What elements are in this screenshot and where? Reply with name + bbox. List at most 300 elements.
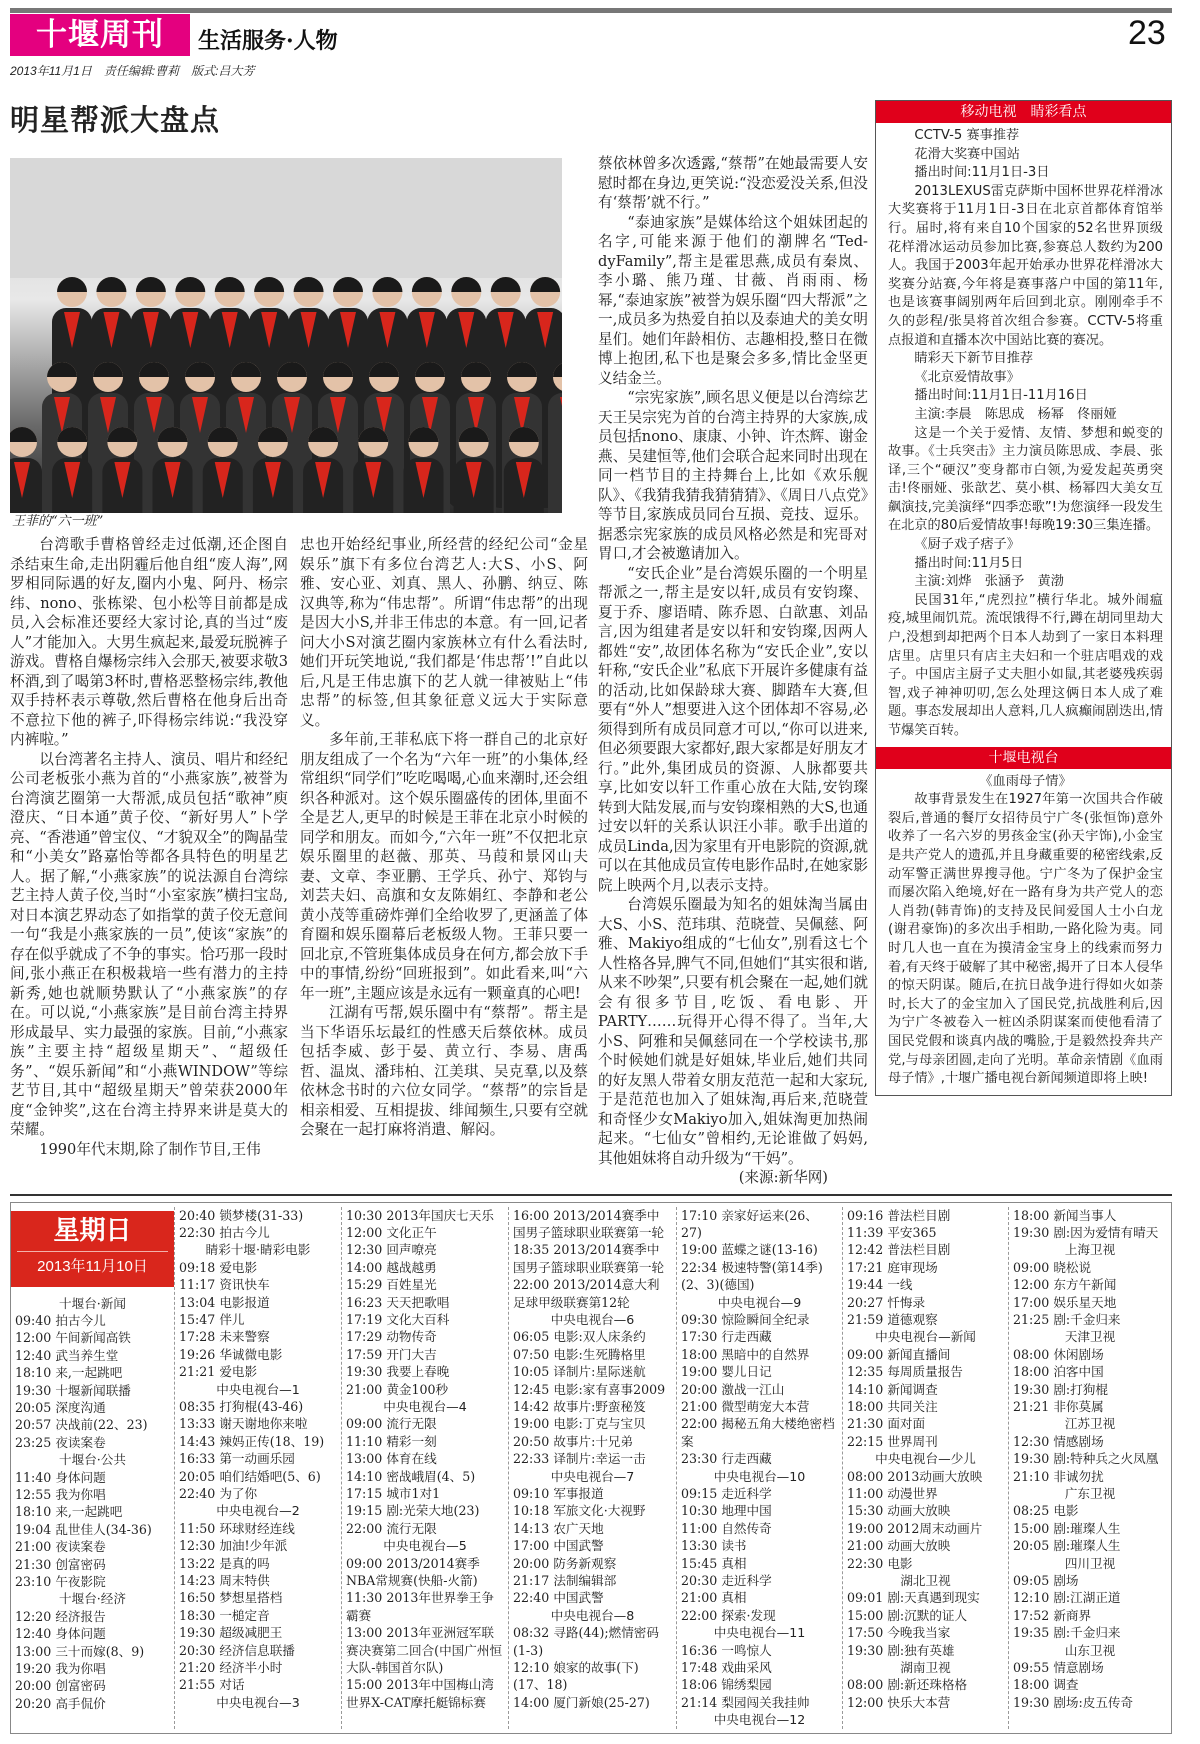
- program-item: [1013, 1294, 1167, 1311]
- program-item: [15, 1643, 170, 1660]
- program-item: [1013, 1207, 1167, 1224]
- main-content: [10, 96, 1172, 1188]
- program-item: [513, 1328, 672, 1345]
- program-title: 天天把歌唱: [386, 1294, 450, 1310]
- sidebar-paragraph: 2013LEXUS雷克萨斯中国杯世界花样滑冰大奖赛将于11月1日-3日在北京首都体育馆举行。届时,将有来自10个国家的52名世界顶级花样滑冰运动员参加比赛,参赛总人数约为200人。我国于2003年起开始承办世界花样滑冰大奖赛分站赛,今年将是赛事落户中国的第11年,也是该赛事阔别两年后回到北京。刚刚牵手不久的彭程/张昊将首次组合参赛。CCTV-5将重点报道和直播本次中国站比赛的赛况。: [888, 183, 1163, 348]
- program-item: [15, 1521, 170, 1538]
- program-title: 剧:天真遇到现实: [887, 1590, 980, 1606]
- person-hair: [254, 277, 284, 292]
- program-time: 13:00: [15, 1643, 52, 1659]
- program-time: 16:36: [681, 1642, 718, 1658]
- program-title: 2013年中国梅山湾世界X-CAT摩托艇锦标赛: [346, 1677, 494, 1710]
- program-title: 晓松说: [1053, 1259, 1092, 1275]
- program-title: 流行无限: [386, 1416, 437, 1432]
- photo-caption: 王菲的“六一班”: [12, 514, 104, 529]
- program-title: 动物传奇: [386, 1329, 437, 1345]
- program-title: 戏曲采风: [721, 1660, 772, 1676]
- program-item: [847, 1485, 1004, 1502]
- program-time: 21:25: [1013, 1311, 1050, 1327]
- program-item: [681, 1694, 838, 1711]
- program-title: 夜读案卷: [55, 1539, 106, 1555]
- program-item: [346, 1676, 504, 1711]
- program-item: [1013, 1502, 1167, 1519]
- program-time: 20:40: [179, 1207, 216, 1223]
- program-time: 20:57: [15, 1417, 52, 1433]
- program-time: 21:30: [847, 1416, 884, 1432]
- program-time: 13:33: [179, 1416, 216, 1432]
- program-time: 14:00: [513, 1694, 550, 1710]
- sidebar-paragraph: 民国31年,“虎烈拉”横行华北。城外闹瘟疫,城里闹饥荒。流氓饿得不行,蹲在胡同里劫大户,没想到却把两个日本人劫到了一家日本料理店里。店里只有店主夫妇和一个驻店唱戏的戏子。中国店主厨子丈夫胆小如鼠,其老婆残疾弱智,戏子神神叨叨,怎么处理这俩日本人成了难题。事态发展却出人意料,几人疯癫闹剧迭出,情节爆笑百转。: [888, 592, 1163, 738]
- program-title: 新闻当事人: [1053, 1207, 1117, 1223]
- tv-listing-list: [11, 1295, 174, 1713]
- sidebar-line: 《血雨母子情》: [979, 773, 1072, 789]
- program-title: 行走西藏: [721, 1451, 772, 1467]
- program-time: 14:13: [513, 1520, 550, 1536]
- program-title: 回声嘹亮: [386, 1242, 437, 1258]
- program-item: [179, 1259, 337, 1276]
- program-title: 黄金100秒: [386, 1381, 449, 1397]
- program-title: 剧:新还珠格格: [887, 1677, 968, 1693]
- program-title: 军事报道: [553, 1486, 604, 1501]
- program-time: 11:39: [847, 1224, 884, 1240]
- group-photo-illustration: [10, 158, 562, 513]
- channel-header: 江苏卫视: [1064, 1416, 1116, 1432]
- program-time: 22:00: [681, 1416, 718, 1432]
- person-hair: [530, 277, 560, 292]
- program-item: [847, 1676, 1004, 1693]
- channel-header: 十堰台·新闻: [59, 1295, 126, 1311]
- program-time: 12:40: [15, 1347, 52, 1363]
- program-time: 12:30: [179, 1538, 216, 1554]
- program-item: [179, 1520, 337, 1537]
- program-title: 故事片:野蛮秘笈: [553, 1398, 646, 1414]
- program-time: 19:15: [346, 1503, 383, 1519]
- program-item: [681, 1346, 838, 1363]
- program-title: 译制片:星际迷航: [553, 1364, 646, 1380]
- program-time: 23:30: [681, 1451, 718, 1467]
- program-title: 是真的吗: [219, 1555, 270, 1571]
- channel-header: 中央电视台—6: [550, 1311, 635, 1327]
- program-title: 流行无限: [386, 1520, 437, 1536]
- program-title: 每周质量报告: [887, 1364, 963, 1380]
- program-item: [15, 1312, 170, 1329]
- program-time: 19:30: [847, 1642, 884, 1658]
- program-time: 15:30: [847, 1503, 884, 1519]
- article-paragraph: 忠也开始经纪事业,所经营的经纪公司“金星娱乐”旗下有多位台湾艺人:大S、小S、阿雅、安心亚、刘真、黑人、孙鹏、纳豆、陈汉典等,称为“伟忠帮”。所谓“伟忠帮”的出现是因大小S,并非王伟忠的本意。有一回,记者问大小S对演艺圈内家族林立有什么看法时,她们开玩笑地说,“我们都是‘伟忠帮’!”自此以后,凡是王伟忠旗下的艺人就一律被贴上“伟忠帮”的标签,但其象征意义远大于实际意义。: [300, 536, 588, 729]
- program-title: 谢天谢地你来啦: [219, 1416, 308, 1432]
- program-item: [681, 1450, 838, 1467]
- program-time: 15:00: [847, 1607, 884, 1623]
- program-time: 13:22: [179, 1555, 216, 1571]
- article-column-2: [300, 535, 588, 1140]
- program-title: 剧:光荣大地(23): [386, 1503, 480, 1519]
- program-time: 12:00: [346, 1224, 383, 1240]
- program-title: 梨园闯关我挂帅: [721, 1694, 810, 1710]
- program-title: 普法栏目剧: [887, 1242, 951, 1258]
- program-title: 电影:双人床条约: [553, 1329, 646, 1345]
- article-paragraph: “泰迪家族”是媒体给这个姐妹团起的名字,可能来源于他们的潮牌名“Ted-dyFamily”,帮主是霍思燕,成员有秦岚、李小璐、熊乃瑾、甘薇、肖雨雨、杨幂,“泰迪家族”被誉为娱乐圈“四大帮派”之一,成员多为热爱自拍以及泰迪犬的美女明星们。她们年龄相仿、志趣相投,整日在微博上抱团,私下也是聚会多多,情比金坚更义结金兰。: [598, 213, 868, 387]
- program-time: 19:00: [681, 1242, 718, 1258]
- program-time: 20:00: [513, 1555, 550, 1571]
- program-item: [179, 1276, 337, 1293]
- program-item: [346, 1311, 504, 1328]
- program-time: 12:10: [1013, 1590, 1050, 1606]
- program-item: [513, 1537, 672, 1554]
- program-time: 09:00: [1013, 1259, 1050, 1275]
- program-item: [346, 1555, 504, 1590]
- program-item: [179, 1207, 337, 1224]
- program-title: 普法栏目剧: [887, 1207, 951, 1223]
- program-item: [179, 1607, 337, 1624]
- program-item: [1013, 1468, 1167, 1485]
- program-title: 剧场: [1053, 1573, 1079, 1589]
- program-time: 12:45: [513, 1381, 550, 1397]
- program-title: 探索·发现: [721, 1607, 776, 1623]
- person-hair: [96, 277, 126, 292]
- program-time: 16:33: [179, 1451, 216, 1467]
- program-item: [681, 1381, 838, 1398]
- program-item: [513, 1415, 672, 1432]
- sidebar-line: 播出时间:11月5日: [914, 555, 1024, 571]
- person-hair: [215, 277, 245, 292]
- program-title: 防务新观察: [553, 1555, 617, 1571]
- program-time: 19:04: [15, 1521, 52, 1537]
- program-title: 一线: [887, 1277, 913, 1293]
- program-time: 20:05: [15, 1399, 52, 1415]
- tv-listing-column: [341, 1207, 508, 1729]
- channel-header: 中央电视台—2: [216, 1503, 300, 1519]
- program-item: [179, 1468, 337, 1485]
- program-item: [179, 1398, 337, 1415]
- channel-header: 山东卫视: [1064, 1642, 1116, 1658]
- program-title: 辣妈正传(18、19): [219, 1433, 325, 1449]
- program-title: 动画大放映: [887, 1503, 951, 1519]
- program-item: [346, 1433, 504, 1450]
- program-title: 惊险瞬间全纪录: [721, 1311, 810, 1327]
- program-time: 09:15: [681, 1486, 718, 1501]
- program-time: 19:30: [346, 1364, 383, 1380]
- program-title: 译制片:幸运一击: [553, 1451, 646, 1467]
- program-item: [681, 1589, 838, 1606]
- program-time: 09:00: [346, 1555, 383, 1571]
- program-title: 超级减肥王: [219, 1625, 283, 1641]
- program-time: 13:30: [681, 1538, 718, 1554]
- article-paragraph: 1990年代末期,除了制作节目,王伟: [39, 1140, 261, 1158]
- sidebar-line: 《厨子戏子痞子》: [914, 537, 1020, 553]
- program-title: 电影:生死腾格里: [553, 1346, 646, 1362]
- program-item: [1013, 1624, 1167, 1641]
- program-item: [847, 1381, 1004, 1398]
- program-title: 2013年世界拳王争霸赛: [346, 1590, 494, 1623]
- person-hair: [175, 277, 205, 292]
- tv-listing-column: [508, 1207, 676, 1729]
- program-item: [179, 1294, 337, 1311]
- program-title: 夜读案卷: [55, 1434, 106, 1450]
- program-time: 17:48: [681, 1660, 718, 1676]
- article-body: [10, 155, 868, 1188]
- program-item: [15, 1573, 170, 1590]
- program-time: 19:30: [179, 1625, 216, 1641]
- program-time: 09:00: [847, 1346, 884, 1362]
- program-item: [681, 1537, 838, 1554]
- program-time: 12:42: [847, 1242, 884, 1258]
- program-time: 22:34: [681, 1259, 718, 1275]
- program-time: 18:00: [847, 1398, 884, 1414]
- program-title: 创富密码: [55, 1678, 106, 1694]
- program-item: [513, 1450, 672, 1467]
- program-item: [15, 1486, 170, 1503]
- program-title: 动画大放映: [887, 1538, 951, 1554]
- program-time: 17:30: [681, 1329, 718, 1345]
- program-title: 动漫世界: [887, 1486, 938, 1501]
- program-title: 非你莫属: [1053, 1398, 1104, 1414]
- article-headline: 明星帮派大盘点: [10, 103, 221, 137]
- program-time: 18:00: [1013, 1364, 1050, 1380]
- program-time: 08:00: [847, 1468, 884, 1484]
- program-title: 华诚微电影: [219, 1346, 283, 1362]
- program-time: 19:30: [15, 1382, 52, 1398]
- program-item: [15, 1469, 170, 1486]
- program-time: 12:30: [346, 1242, 383, 1258]
- program-title: 剧:打狗棍: [1053, 1381, 1108, 1397]
- program-item: [847, 1398, 1004, 1415]
- program-time: 12:55: [15, 1486, 52, 1502]
- program-time: 09:16: [847, 1207, 884, 1223]
- program-item: [681, 1572, 838, 1589]
- program-item: [847, 1537, 1004, 1554]
- program-title: 法制编辑部: [553, 1573, 617, 1589]
- program-item: [847, 1311, 1004, 1328]
- program-item: [1013, 1520, 1167, 1537]
- program-title: 世界周刊: [887, 1433, 938, 1449]
- program-time: 21:55: [179, 1677, 216, 1693]
- program-item: [1013, 1694, 1167, 1711]
- program-item: [346, 1294, 504, 1311]
- program-time: 11:00: [847, 1486, 884, 1501]
- program-item: [513, 1555, 672, 1572]
- program-title: 三十而嫁(8、9): [55, 1643, 145, 1659]
- program-item: [681, 1415, 838, 1450]
- program-item: [15, 1382, 170, 1399]
- program-title: 面对面: [887, 1416, 926, 1432]
- program-time: 20:30: [179, 1642, 216, 1658]
- program-title: 电影: [887, 1555, 913, 1571]
- program-time: 22:00: [346, 1520, 383, 1536]
- program-time: 18:30: [179, 1607, 216, 1623]
- program-time: 20:05: [1013, 1538, 1050, 1554]
- section-divider: [10, 1194, 1172, 1196]
- program-time: 10:18: [513, 1503, 550, 1519]
- program-time: 10:05: [513, 1364, 550, 1380]
- program-item: [847, 1363, 1004, 1380]
- program-title: 经济报告: [55, 1608, 106, 1624]
- program-title: 休闲剧场: [1053, 1346, 1104, 1362]
- program-title: 十堰新闻联播: [55, 1382, 131, 1398]
- program-title: 加油!少年派: [219, 1538, 288, 1554]
- sidebar-line: CCTV-5 赛事推荐: [914, 128, 1020, 143]
- program-time: 09:30: [681, 1311, 718, 1327]
- article-left-part: [10, 158, 588, 1159]
- program-item: [847, 1607, 1004, 1624]
- program-time: 19:30: [1013, 1381, 1050, 1397]
- program-item: [179, 1659, 337, 1676]
- program-title: 新闻调查: [887, 1381, 938, 1397]
- program-time: 18:06: [681, 1677, 718, 1693]
- program-title: 黑暗中的自然界: [721, 1346, 810, 1362]
- program-time: 21:17: [513, 1573, 550, 1589]
- program-item: [179, 1415, 337, 1432]
- program-title: 中国武警: [553, 1590, 604, 1606]
- program-time: 21:20: [179, 1660, 216, 1676]
- program-time: 19:30: [1013, 1694, 1050, 1710]
- program-time: 12:00: [847, 1694, 884, 1710]
- program-item: [179, 1346, 337, 1363]
- program-item: [346, 1259, 504, 1276]
- program-time: 18:00: [681, 1346, 718, 1362]
- program-title: 咱们结婚吧(5、6): [219, 1468, 321, 1484]
- program-item: [847, 1259, 1004, 1276]
- program-time: 15:29: [346, 1277, 383, 1293]
- program-item: [15, 1677, 170, 1694]
- program-item: [1013, 1311, 1167, 1328]
- group-photo: [10, 158, 562, 513]
- sidebar-line: 《北京爱情故事》: [914, 369, 1020, 385]
- program-item: [513, 1363, 672, 1380]
- program-time: 19:00: [513, 1416, 550, 1432]
- program-title: 一鸣惊人: [721, 1642, 772, 1658]
- program-title: 调查: [1053, 1677, 1079, 1693]
- program-title: 武当养生堂: [55, 1347, 119, 1363]
- program-title: 2012周末动画片: [887, 1520, 983, 1536]
- program-time: 22:33: [513, 1451, 550, 1467]
- tv-listing-column: [676, 1207, 842, 1729]
- program-time: 18:10: [15, 1504, 52, 1520]
- program-item: [15, 1608, 170, 1625]
- sidebar-paragraph: 这是一个关于爱情、友情、梦想和蜕变的故事。《士兵突击》主力演员陈思成、李晨、张译,三个“硬汉”变身都市白领,为爱发起英勇突击!佟丽娅、张歆艺、莫小棋、杨幂四大美女互飙演技,完美演绎“四季恋歌”!为您演绎一段发生在北京的80后爱情故事!每晚19:30三集连播。: [888, 425, 1163, 534]
- program-item: [847, 1589, 1004, 1606]
- program-time: 17:00: [1013, 1294, 1050, 1310]
- program-item: [179, 1555, 337, 1572]
- program-title: 深度沟通: [55, 1399, 106, 1415]
- program-title: 揭秘五角大楼绝密档案: [681, 1416, 835, 1449]
- program-title: 越战越勇: [386, 1259, 437, 1275]
- program-item: [346, 1589, 504, 1624]
- program-item: [15, 1434, 170, 1451]
- program-time: 11:10: [346, 1433, 383, 1449]
- channel-header: 湖南卫视: [900, 1660, 951, 1676]
- program-title: 身体问题: [55, 1469, 106, 1485]
- program-time: 14:00: [346, 1259, 383, 1275]
- program-item: [847, 1346, 1004, 1363]
- program-time: 15:00: [1013, 1520, 1050, 1536]
- program-time: 09:05: [1013, 1573, 1050, 1589]
- program-time: 14:10: [346, 1468, 383, 1484]
- program-title: 中国武警: [553, 1538, 604, 1554]
- program-title: 情意剧场: [1053, 1660, 1104, 1676]
- program-time: 17:10: [681, 1207, 718, 1223]
- program-time: 19:35: [1013, 1625, 1050, 1641]
- program-title: 新商界: [1053, 1607, 1092, 1623]
- program-time: 20:30: [681, 1573, 718, 1589]
- program-time: 21:21: [1013, 1398, 1050, 1414]
- program-item: [1013, 1537, 1167, 1554]
- article-column-1: [10, 535, 288, 1159]
- program-item: [681, 1659, 838, 1676]
- program-item: [847, 1520, 1004, 1537]
- program-time: 12:00: [15, 1330, 52, 1346]
- program-title: 婴儿日记: [721, 1364, 772, 1380]
- article-paragraph: 多年前,王菲私底下将一群自己的北京好朋友组成了一个名为“六年一班”的小集体,经常组织“同学们”吃吃喝喝,心血来潮时,还会组织各种派对。这个娱乐圈盛传的团体,里面不全是艺人,更早的时候是王菲在北京小时候的同学和朋友。而如今,“六年一班”不仅把北京娱乐圈里的赵薇、那英、马葭和景冈山夫妻、文章、李亚鹏、王学兵、孙宁、郑钧与刘芸夫妇、高旗和女友陈娟红、李静和老公黄小茂等重磅炸弹们全给收罗了,更涵盖了体育圈和娱乐圈幕后老板级人物。王菲只要一回北京,不管班集体成员身在何方,都会放下手中的事情,纷纷“回班报到”。如此看来,叫“六年一班”,主题应该是永远有一颗童真的心吧!: [300, 731, 588, 1002]
- program-title: 伴儿: [219, 1311, 245, 1327]
- channel-header: 中央电视台—11: [713, 1625, 806, 1641]
- program-time: 20:27: [847, 1294, 884, 1310]
- program-time: 16:00: [513, 1207, 550, 1223]
- program-item: [346, 1415, 504, 1432]
- program-item: [847, 1502, 1004, 1519]
- program-item: [1013, 1433, 1167, 1450]
- program-time: 13:00: [346, 1625, 383, 1641]
- program-item: [346, 1241, 504, 1258]
- program-time: 19:00: [847, 1520, 884, 1536]
- program-title: 打狗棍(43-46): [219, 1398, 304, 1414]
- channel-header: 中央电视台—8: [550, 1607, 635, 1623]
- sidebar-line: 主演:刘烨 张涵予 黄渤: [914, 574, 1064, 590]
- channel-header: 广东卫视: [1064, 1486, 1116, 1501]
- program-time: 09:01: [847, 1590, 884, 1606]
- program-title: 锁梦楼(31-33): [219, 1207, 304, 1223]
- channel-header: 中央电视台—4: [383, 1398, 467, 1414]
- program-title: 文化大百科: [386, 1311, 450, 1327]
- program-title: 文化正午: [386, 1224, 437, 1240]
- program-time: 23:25: [15, 1434, 52, 1450]
- program-title: 高手侃价: [55, 1695, 106, 1711]
- program-item: [15, 1399, 170, 1416]
- program-item: [15, 1538, 170, 1555]
- program-time: 10:30: [681, 1503, 718, 1519]
- channel-header: 中央电视台—新闻: [875, 1329, 976, 1345]
- article-paragraph: 台湾娱乐圈最为知名的姐妹淘当属由大S、小S、范玮琪、范晓萱、吴佩慈、阿雅、Makiyo组成的“七仙女”,别看这七个人性格各异,脾气不同,但她们“其实很和谐,从来不吵架”,只要有机会聚在一起,她们就会有很多节目,吃饭、看电影、开PARTY……玩得开心得不得了。当年,大小S、阿雅和吴佩慈同在一个学校读书,那个时候她们就是好姐妹,毕业后,她们共同的好友黑人带着女朋友范范一起和大家玩,于是范范也加入了姐妹淘,再后来,范晓萱和奇怪少女Makiyo加入,姐妹淘更加热闹起来。“七仙女”曾相约,无论谁做了妈妈,其他姐妹将自动升级为“干妈”。: [598, 896, 868, 1167]
- article-paragraph: 蔡依林曾多次透露,“蔡帮”在她最需要人安慰时都在身边,更笑说:“没恋爱没关系,但没有‘蔡帮’就不行。”: [598, 155, 868, 211]
- program-time: 14:23: [179, 1573, 216, 1589]
- program-item: [513, 1502, 672, 1519]
- channel-header: 中央电视台—9: [717, 1294, 802, 1310]
- program-time: 13:00: [346, 1451, 383, 1467]
- article-paragraph: “宗宪家族”,顾名思义便是以台湾综艺天王吴宗宪为首的台湾主持界的大家族,成员包括nono、康康、小钟、许杰辉、谢金燕、吴建恒等,他们会联合起来同时出现在同一档节目的主持舞台上,比如《欢乐舰队》、《我猜我猜我猜猜猜》、《周日八点党》等节目,家族成员同台互损、竞技、逗乐。据悉宗宪家族的成员风格必然是和宪哥对胃口,才会被邀请加入。: [598, 389, 868, 562]
- program-item: [346, 1328, 504, 1345]
- program-item: [681, 1398, 838, 1415]
- program-time: 06:05: [513, 1329, 550, 1345]
- program-title: 娱乐星天地: [1053, 1294, 1117, 1310]
- program-time: 12:10: [513, 1660, 550, 1676]
- program-item: [847, 1276, 1004, 1293]
- program-title: 情感剧场: [1053, 1433, 1104, 1449]
- sidebar-body-mobile-tv: [876, 123, 1171, 747]
- program-title: 剧:江湖正道: [1053, 1590, 1121, 1606]
- program-title: 平安365: [887, 1224, 937, 1240]
- program-title: 军旅文化·大视野: [553, 1503, 646, 1519]
- program-title: 寻路(44);燃情密码(1-3): [513, 1625, 659, 1658]
- program-item: [179, 1676, 337, 1693]
- program-time: 17:28: [179, 1329, 216, 1345]
- program-item: [179, 1433, 337, 1450]
- program-title: 2013年亚洲冠军联赛决赛第二回合(中国广州恒大队-韩国首尔队): [346, 1625, 503, 1676]
- program-time: 21:59: [847, 1311, 884, 1327]
- program-title: 周末特供: [219, 1573, 270, 1589]
- article-paragraph: 江湖有丐帮,娱乐圈中有“蔡帮”。帮主是当下华语乐坛最红的性感天后蔡依林。成员包括李威、彭于晏、黄立行、李易、唐禹哲、温岚、潘玮柏、江美琪、吴克羣,以及蔡依林念书时的六位女同学。“蔡帮”的宗旨是相亲相爱、互相提拔、绯闻频生,只要有空就会聚在一起打麻将消遣、解闷。: [300, 1004, 588, 1138]
- program-time: 19:30: [1013, 1451, 1050, 1467]
- program-time: 07:50: [513, 1346, 550, 1362]
- program-time: 12:35: [847, 1364, 884, 1380]
